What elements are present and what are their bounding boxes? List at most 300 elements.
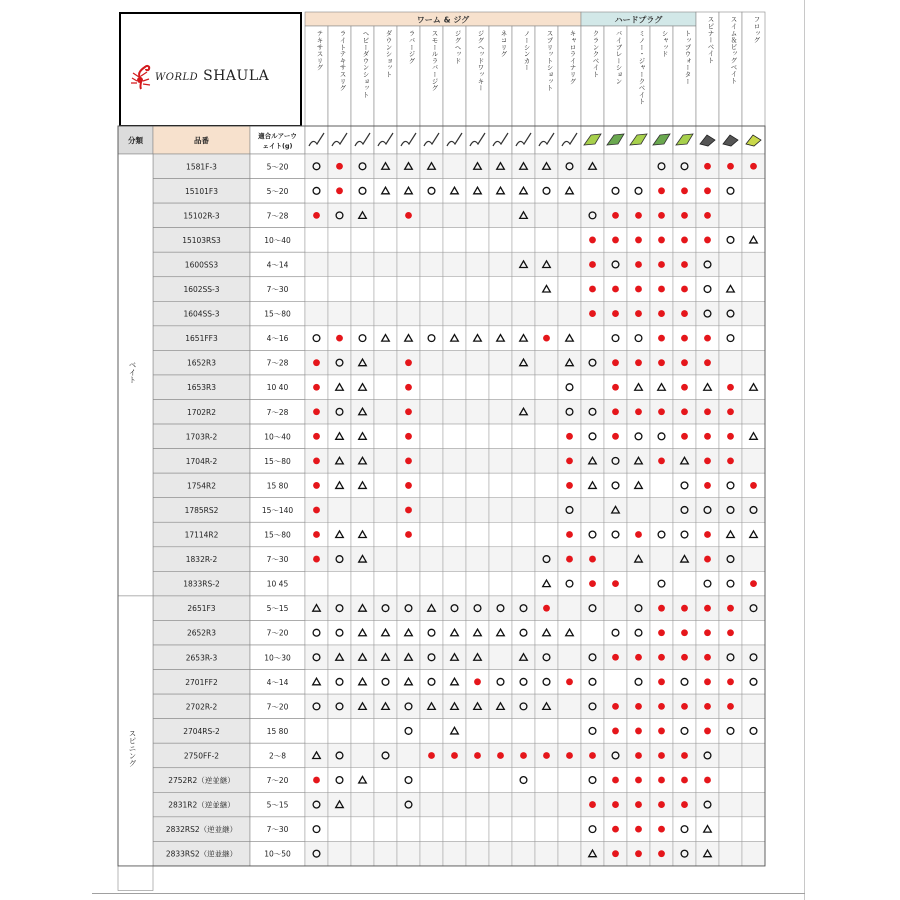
mark-cell (420, 203, 443, 228)
model-name: 1602SS-3 (183, 285, 220, 295)
mark-cell (466, 326, 489, 351)
mark-cell (535, 400, 558, 425)
mark-cell (466, 277, 489, 302)
model-name: 1581F-3 (186, 162, 217, 172)
mark-dot (635, 850, 642, 857)
mark-cell (466, 498, 489, 523)
mark-dot (612, 801, 619, 808)
mark-dot (474, 752, 481, 759)
column-header-3: ヘビーダウンショット (361, 30, 370, 98)
model-name: 1785RS2 (184, 505, 219, 515)
mark-cell (328, 449, 351, 474)
mark-cell (581, 179, 604, 204)
mark-cell (397, 179, 420, 204)
mark-cell (535, 301, 558, 326)
mark-cell (581, 817, 604, 842)
mark-cell (443, 719, 466, 744)
mark-cell (742, 326, 765, 351)
mark-cell (719, 817, 742, 842)
mark-cell (443, 424, 466, 449)
mark-dot (566, 531, 573, 538)
mark-cell (673, 841, 696, 866)
mark-cell (443, 277, 466, 302)
mark-dot (313, 457, 320, 464)
lure-icon-cell (558, 126, 581, 154)
mark-cell (558, 817, 581, 842)
column-header-13: クランクベイト (591, 30, 600, 78)
mark-cell (397, 571, 420, 596)
logo-text (155, 68, 269, 84)
column-header-2: ライトテキサスリグ (338, 30, 347, 92)
mark-cell (742, 743, 765, 768)
mark-dot (543, 335, 550, 342)
mark-cell (420, 596, 443, 621)
model-name: 2653R-3 (185, 653, 218, 663)
bottom-rule (92, 893, 805, 894)
mark-cell (581, 350, 604, 375)
mark-cell (466, 571, 489, 596)
model-name: 1652R3 (186, 358, 217, 368)
mark-cell (305, 179, 328, 204)
mark-cell (420, 375, 443, 400)
column-header-16: シャッド (660, 30, 669, 58)
mark-dot (704, 678, 711, 685)
mark-dot (681, 310, 688, 317)
mark-cell (673, 547, 696, 572)
mark-cell (420, 277, 443, 302)
mark-dot (704, 482, 711, 489)
mark-cell (535, 547, 558, 572)
mark-cell (673, 498, 696, 523)
mark-cell (397, 547, 420, 572)
mark-cell (535, 645, 558, 670)
mark-cell (374, 473, 397, 498)
mark-cell (374, 841, 397, 866)
mark-cell (466, 694, 489, 719)
mark-dot (704, 433, 711, 440)
mark-cell (696, 375, 719, 400)
model-name: 1754R2 (186, 481, 217, 491)
mark-cell (328, 841, 351, 866)
mark-cell (604, 179, 627, 204)
mark-cell (443, 179, 466, 204)
mark-cell (512, 424, 535, 449)
mark-cell (328, 203, 351, 228)
mark-cell (581, 768, 604, 793)
mark-cell (719, 768, 742, 793)
lure-icon-cell (466, 126, 489, 154)
mark-cell (650, 498, 673, 523)
mark-cell (489, 326, 512, 351)
mark-cell (305, 670, 328, 695)
lure-weight: 7～30 (266, 555, 289, 565)
mark-cell (466, 547, 489, 572)
mark-cell (328, 301, 351, 326)
mark-cell (719, 473, 742, 498)
mark-dot (635, 752, 642, 759)
mark-cell (374, 203, 397, 228)
mark-cell (397, 768, 420, 793)
mark-cell (512, 473, 535, 498)
mark-cell (512, 817, 535, 842)
mark-cell (466, 203, 489, 228)
mark-cell (581, 694, 604, 719)
mark-cell (627, 375, 650, 400)
mark-cell (351, 596, 374, 621)
mark-cell (443, 596, 466, 621)
mark-dot (566, 752, 573, 759)
scorpion-icon (129, 63, 153, 91)
mark-cell (512, 154, 535, 179)
model-name: 1832R-2 (185, 555, 218, 565)
mark-dot (405, 482, 412, 489)
mark-cell (581, 596, 604, 621)
mark-dot (635, 286, 642, 293)
mark-cell (535, 841, 558, 866)
mark-cell (328, 719, 351, 744)
model-name: 1703R-2 (185, 432, 218, 442)
mark-cell (443, 498, 466, 523)
mark-cell (351, 449, 374, 474)
mark-dot (658, 187, 665, 194)
mark-cell (512, 841, 535, 866)
mark-dot (612, 359, 619, 366)
mark-cell (535, 522, 558, 547)
mark-cell (305, 326, 328, 351)
mark-cell (696, 301, 719, 326)
lure-weight: 15～80 (264, 309, 291, 319)
mark-dot (612, 654, 619, 661)
mark-cell (397, 694, 420, 719)
mark-cell (466, 620, 489, 645)
mark-dot (589, 752, 596, 759)
mark-cell (512, 645, 535, 670)
model-name: 1604SS-3 (183, 309, 220, 319)
mark-cell (581, 203, 604, 228)
mark-cell (328, 596, 351, 621)
mark-cell (512, 301, 535, 326)
mark-cell (719, 522, 742, 547)
lure-weight: 10 45 (266, 579, 289, 589)
mark-cell (305, 596, 328, 621)
mark-dot (589, 261, 596, 268)
mark-cell (420, 350, 443, 375)
header-model: 品番 (194, 136, 209, 145)
mark-dot (727, 408, 734, 415)
mark-cell (512, 547, 535, 572)
mark-dot (612, 728, 619, 735)
mark-cell (466, 841, 489, 866)
mark-cell (604, 522, 627, 547)
mark-cell (489, 768, 512, 793)
mark-cell (673, 449, 696, 474)
mark-dot (313, 777, 320, 784)
mark-dot (313, 531, 320, 538)
mark-cell (351, 277, 374, 302)
lure-weight: 7～28 (266, 211, 289, 221)
mark-cell (512, 326, 535, 351)
mark-cell (742, 596, 765, 621)
mark-dot (704, 359, 711, 366)
mark-dot (612, 384, 619, 391)
mark-cell (742, 449, 765, 474)
mark-cell (742, 719, 765, 744)
mark-cell (558, 400, 581, 425)
mark-cell (351, 498, 374, 523)
mark-cell (466, 792, 489, 817)
mark-dot (704, 335, 711, 342)
mark-cell (489, 670, 512, 695)
mark-cell (374, 252, 397, 277)
mark-dot (681, 286, 688, 293)
column-header-19: スイム＆ビッグベイト (729, 16, 738, 84)
model-name: 2832RS2（逆並継） (165, 825, 238, 835)
mark-cell (443, 449, 466, 474)
mark-cell (351, 375, 374, 400)
mark-cell (328, 620, 351, 645)
mark-dot (566, 433, 573, 440)
mark-dot (681, 752, 688, 759)
mark-cell (535, 768, 558, 793)
category-label-2: スピニング (128, 729, 137, 767)
lure-weight: 7～20 (266, 776, 289, 786)
mark-cell (374, 547, 397, 572)
mark-cell (351, 743, 374, 768)
mark-cell (420, 620, 443, 645)
mark-cell (328, 547, 351, 572)
mark-cell (719, 301, 742, 326)
mark-cell (466, 473, 489, 498)
lure-weight: 7～30 (266, 285, 289, 295)
mark-cell (696, 277, 719, 302)
mark-cell (443, 620, 466, 645)
mark-cell (374, 154, 397, 179)
mark-cell (489, 620, 512, 645)
mark-cell (305, 228, 328, 253)
mark-cell (305, 277, 328, 302)
mark-cell (351, 719, 374, 744)
mark-cell (305, 792, 328, 817)
lure-weight: 5～20 (266, 186, 289, 196)
mark-cell (420, 473, 443, 498)
lure-icon-cell (443, 126, 466, 154)
mark-cell (466, 522, 489, 547)
mark-cell (673, 670, 696, 695)
mark-dot (635, 654, 642, 661)
mark-cell (443, 375, 466, 400)
mark-cell (374, 228, 397, 253)
lure-weight: 4～14 (266, 260, 289, 270)
mark-cell (489, 719, 512, 744)
mark-cell (466, 645, 489, 670)
mark-dot (681, 801, 688, 808)
mark-cell (351, 547, 374, 572)
mark-cell (719, 203, 742, 228)
mark-cell (719, 277, 742, 302)
mark-cell (512, 596, 535, 621)
mark-dot (658, 457, 665, 464)
mark-cell (489, 400, 512, 425)
mark-cell (328, 571, 351, 596)
mark-dot (635, 408, 642, 415)
mark-dot (681, 187, 688, 194)
mark-dot (750, 580, 757, 587)
mark-dot (658, 654, 665, 661)
mark-cell (558, 620, 581, 645)
mark-cell (397, 670, 420, 695)
mark-cell (443, 817, 466, 842)
mark-cell (351, 154, 374, 179)
mark-cell (489, 228, 512, 253)
mark-cell (420, 424, 443, 449)
model-name: 17114R2 (184, 530, 219, 540)
mark-cell (351, 203, 374, 228)
mark-cell (374, 522, 397, 547)
mark-cell (351, 670, 374, 695)
mark-cell (512, 179, 535, 204)
mark-cell (420, 792, 443, 817)
mark-dot (336, 163, 343, 170)
model-name: 2702R-2 (185, 702, 218, 712)
mark-cell (535, 792, 558, 817)
mark-cell (443, 326, 466, 351)
mark-cell (719, 743, 742, 768)
mark-cell (535, 228, 558, 253)
mark-cell (374, 449, 397, 474)
mark-cell (351, 252, 374, 277)
mark-cell (420, 498, 443, 523)
mark-cell (558, 768, 581, 793)
mark-cell (443, 670, 466, 695)
category-label-1: ベイト (128, 360, 137, 384)
mark-cell (328, 768, 351, 793)
mark-cell (581, 620, 604, 645)
mark-cell (742, 817, 765, 842)
mark-dot (313, 556, 320, 563)
mark-dot (704, 556, 711, 563)
mark-dot (313, 384, 320, 391)
lure-weight: 15～80 (264, 530, 291, 540)
mark-dot (313, 482, 320, 489)
mark-dot (658, 826, 665, 833)
mark-cell (581, 719, 604, 744)
mark-cell (742, 277, 765, 302)
mark-cell (397, 620, 420, 645)
mark-dot (658, 777, 665, 784)
mark-cell (650, 571, 673, 596)
mark-cell (466, 252, 489, 277)
mark-dot (566, 457, 573, 464)
mark-dot (313, 408, 320, 415)
lure-weight: 5～15 (266, 800, 289, 810)
mark-cell (627, 179, 650, 204)
mark-cell (466, 301, 489, 326)
mark-cell (558, 694, 581, 719)
mark-cell (673, 473, 696, 498)
mark-cell (558, 203, 581, 228)
model-name: 15101F3 (185, 186, 218, 196)
mark-cell (489, 817, 512, 842)
mark-cell (742, 350, 765, 375)
mark-cell (581, 154, 604, 179)
mark-dot (681, 237, 688, 244)
mark-cell (305, 645, 328, 670)
mark-cell (443, 645, 466, 670)
mark-dot (612, 826, 619, 833)
model-name: 2831R2（逆並継） (168, 800, 235, 810)
model-name: 1600SS3 (184, 260, 219, 270)
mark-dot (704, 728, 711, 735)
model-name: 2701FF2 (185, 677, 218, 687)
mark-cell (420, 228, 443, 253)
mark-cell (512, 694, 535, 719)
mark-cell (466, 154, 489, 179)
mark-dot (589, 286, 596, 293)
mark-cell (650, 424, 673, 449)
mark-cell (581, 670, 604, 695)
mark-cell (466, 228, 489, 253)
mark-dot (612, 408, 619, 415)
mark-cell (374, 670, 397, 695)
mark-cell (328, 400, 351, 425)
mark-dot (727, 605, 734, 612)
lure-weight: 5～20 (266, 162, 289, 172)
lure-weight: 7～28 (266, 407, 289, 417)
mark-cell (489, 350, 512, 375)
mark-cell (489, 301, 512, 326)
column-header-14: バイブレーション (614, 30, 623, 85)
mark-cell (512, 719, 535, 744)
mark-cell (443, 694, 466, 719)
mark-cell (305, 719, 328, 744)
mark-cell (512, 620, 535, 645)
model-name: 2833RS2（逆並継） (165, 849, 238, 859)
mark-cell (558, 498, 581, 523)
mark-dot (727, 629, 734, 636)
column-header-1: テキサスリグ (315, 30, 324, 71)
mark-cell (650, 154, 673, 179)
mark-cell (535, 375, 558, 400)
mark-dot (520, 752, 527, 759)
mark-dot (566, 678, 573, 685)
lure-weight: 4～14 (266, 677, 289, 687)
mark-cell (420, 571, 443, 596)
model-name: 1702R2 (186, 407, 217, 417)
lure-icon-cell (420, 126, 443, 154)
mark-cell (351, 817, 374, 842)
mark-dot (658, 261, 665, 268)
mark-dot (658, 212, 665, 219)
lure-weight: 7～20 (266, 702, 289, 712)
mark-dot (589, 310, 596, 317)
mark-cell (604, 498, 627, 523)
mark-dot (681, 335, 688, 342)
mark-dot (750, 163, 757, 170)
mark-dot (313, 359, 320, 366)
mark-cell (443, 473, 466, 498)
lure-icon-cell (489, 126, 512, 154)
mark-cell (374, 179, 397, 204)
mark-cell (604, 547, 627, 572)
mark-dot (681, 212, 688, 219)
mark-cell (627, 547, 650, 572)
mark-cell (558, 792, 581, 817)
mark-cell (535, 203, 558, 228)
mark-cell (305, 817, 328, 842)
mark-cell (742, 547, 765, 572)
mark-cell (466, 768, 489, 793)
lure-icon-cell (535, 126, 558, 154)
